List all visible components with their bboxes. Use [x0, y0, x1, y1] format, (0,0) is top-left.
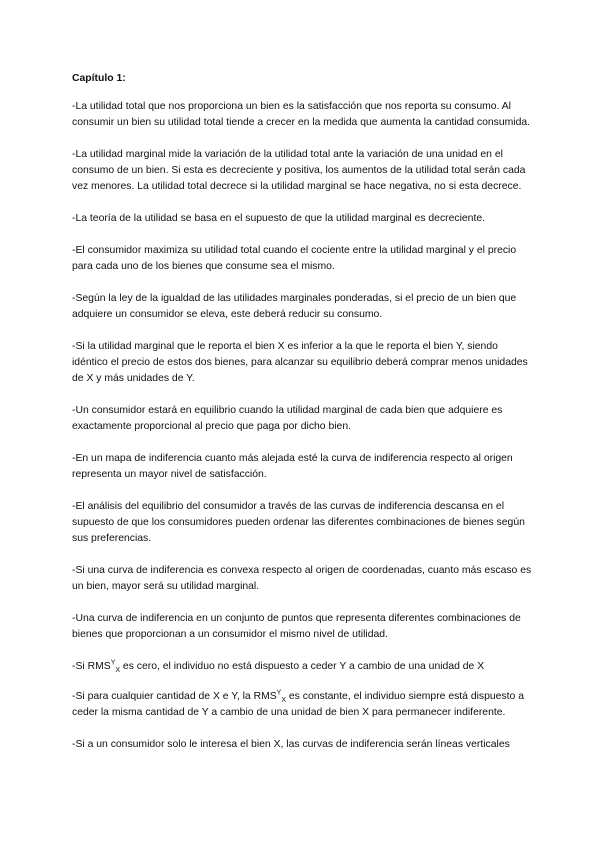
document-body: [72, 71, 532, 769]
paragraph: -Una curva de indiferencia en un conjunto de puntos que representa diferentes combinaciones de bienes que proporcionan a un consumidor el mismo nivel de utilidad.: [72, 613, 521, 640]
paragraph: -La teoría de la utilidad se basa en el supuesto de que la utilidad marginal es decreciente.: [72, 213, 486, 224]
paragraph: -La utilidad total que nos proporciona un bien es la satisfacción que nos reporta su consumo. Al consumir un bien su utilidad total tiende a crecer en la medida que aumenta la cantidad consumida.: [72, 101, 531, 128]
rms-subscript: X: [115, 667, 121, 675]
rms-superscript: Y: [110, 659, 116, 667]
rms-paragraph-1: [72, 659, 532, 675]
paragraph: -El análisis del equilibrio del consumidor a través de las curvas de indiferencia descansa en el supuesto de que los consumidores pueden ordenar las diferentes combinaciones de bienes según sus preferencias.: [72, 501, 525, 544]
paragraph: -Un consumidor estará en equilibrio cuando la utilidad marginal de cada bien que adquiere es exactamente proporcional al precio que paga por dicho bien.: [72, 405, 503, 432]
rms-subscript: X: [281, 697, 287, 705]
rms-text-after: es constante, el individuo siempre está dispuesto a ceder la misma cantidad de Y a cambio de una unidad de bien X para permanecer indiferente.: [72, 691, 524, 718]
rms-paragraph-2: [72, 689, 532, 721]
rms-superscript: Y: [276, 689, 282, 697]
paragraph: -Si a un consumidor solo le interesa el bien X, las curvas de indiferencia serán líneas verticales: [72, 739, 510, 750]
paragraph: -En un mapa de indiferencia cuanto más alejada esté la curva de indiferencia respecto al origen representa un mayor nivel de satisfacción.: [72, 453, 513, 480]
paragraph: -La utilidad marginal mide la variación de la utilidad total ante la variación de una unidad en el consumo de un bien. Si esta es decreciente y positiva, los aumentos de la utilidad total serán cada vez menores. La utilidad total decrece si la utilidad marginal se hace negativa, no si esta decrece.: [72, 149, 526, 192]
rms-text-after: es cero, el individuo no está dispuesto a ceder Y a cambio de una unidad de X: [120, 661, 485, 672]
paragraph: -El consumidor maximiza su utilidad total cuando el cociente entre la utilidad marginal y el precio para cada uno de los bienes que consume sea el mismo.: [72, 245, 517, 272]
rms-text-before: -Si RMS: [72, 661, 111, 672]
rms-text-before: -Si para cualquier cantidad de X e Y, la RMS: [72, 691, 277, 702]
paragraph: -Según la ley de la igualdad de las utilidades marginales ponderadas, si el precio de un bien que adquiere un consumidor se eleva, este deberá reducir su consumo.: [72, 293, 517, 320]
paragraph: -Si la utilidad marginal que le reporta el bien X es inferior a la que le reporta el bien Y, siendo idéntico el precio de estos dos bienes, para alcanzar su equilibrio deberá comprar menos unidades de X y más unidades de Y.: [72, 341, 528, 384]
paragraph: -Si una curva de indiferencia es convexa respecto al origen de coordenadas, cuanto más escaso es un bien, mayor será su utilidad marginal.: [72, 565, 532, 592]
chapter-title: Capítulo 1:: [72, 73, 126, 84]
